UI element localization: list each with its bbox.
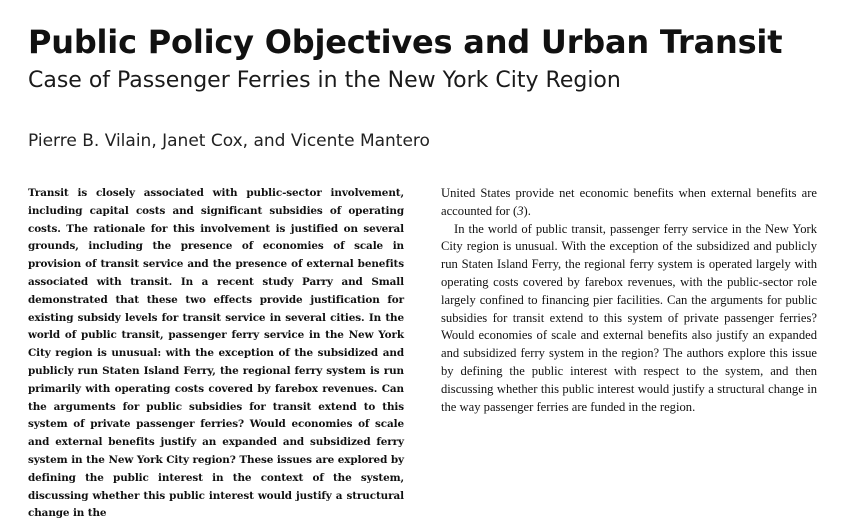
body-paragraph-2: In the world of public transit, passenger ferry service in the New York City region is unusual. With the exception of the subsidized and publicly run Staten Island Ferry, the regional ferry system is operated largely with operating costs covered by farebox revenues, with the public-sector role largely confined to financing pier facilities. Can the arguments for public subsidies for transit extend to this system of private passenger ferries? Would economies of scale and external benefits also justify an expanded and subsidized ferry system in the region? The authors explore this issue by defining the public interest with respect to the system, and then discussing whether this public interest would justify a structural change in the way passenger ferries are funded in the region. <box>441 221 817 414</box>
abstract-column <box>28 185 404 520</box>
paper-title: Public Policy Objectives and Urban Transit <box>28 23 783 61</box>
body-column <box>441 185 817 416</box>
reference-citation: 3 <box>517 203 524 218</box>
body-paragraph-1 <box>441 185 817 221</box>
abstract-text: Transit is closely associated with public-sector involvement, including capital costs and significant subsidies of operating costs. The rationale for this involvement is justified on several grounds, including the presence of economies of scale in provision of transit service and the presence of external benefits associated with transit. In a recent study Parry and Small demonstrated that these two effects provide justification for existing subsidy levels for transit service in several cities. In the world of public transit, passenger ferry service in the New York City region is unusual: with the exception of the subsidized and publicly run Staten Island Ferry, the regional ferry system is run primarily with operating costs covered by farebox revenues. Can the arguments for public subsidies for transit extend to this system of private passenger ferries? Would economies of scale and external benefits justify an expanded and subsidized ferry system in the New York City region? These issues are explored by defining the public interest in the context of the system, discussing whether this public interest would justify a structural change in the <box>28 187 404 520</box>
body-paragraph-1-end: ). <box>523 203 531 218</box>
paper-subtitle: Case of Passenger Ferries in the New York City Region <box>28 68 621 93</box>
body-paragraph-1-text: United States provide net economic benefits when external benefits are accounted for ( <box>441 186 817 218</box>
author-list: Pierre B. Vilain, Janet Cox, and Vicente Mantero <box>28 131 430 151</box>
